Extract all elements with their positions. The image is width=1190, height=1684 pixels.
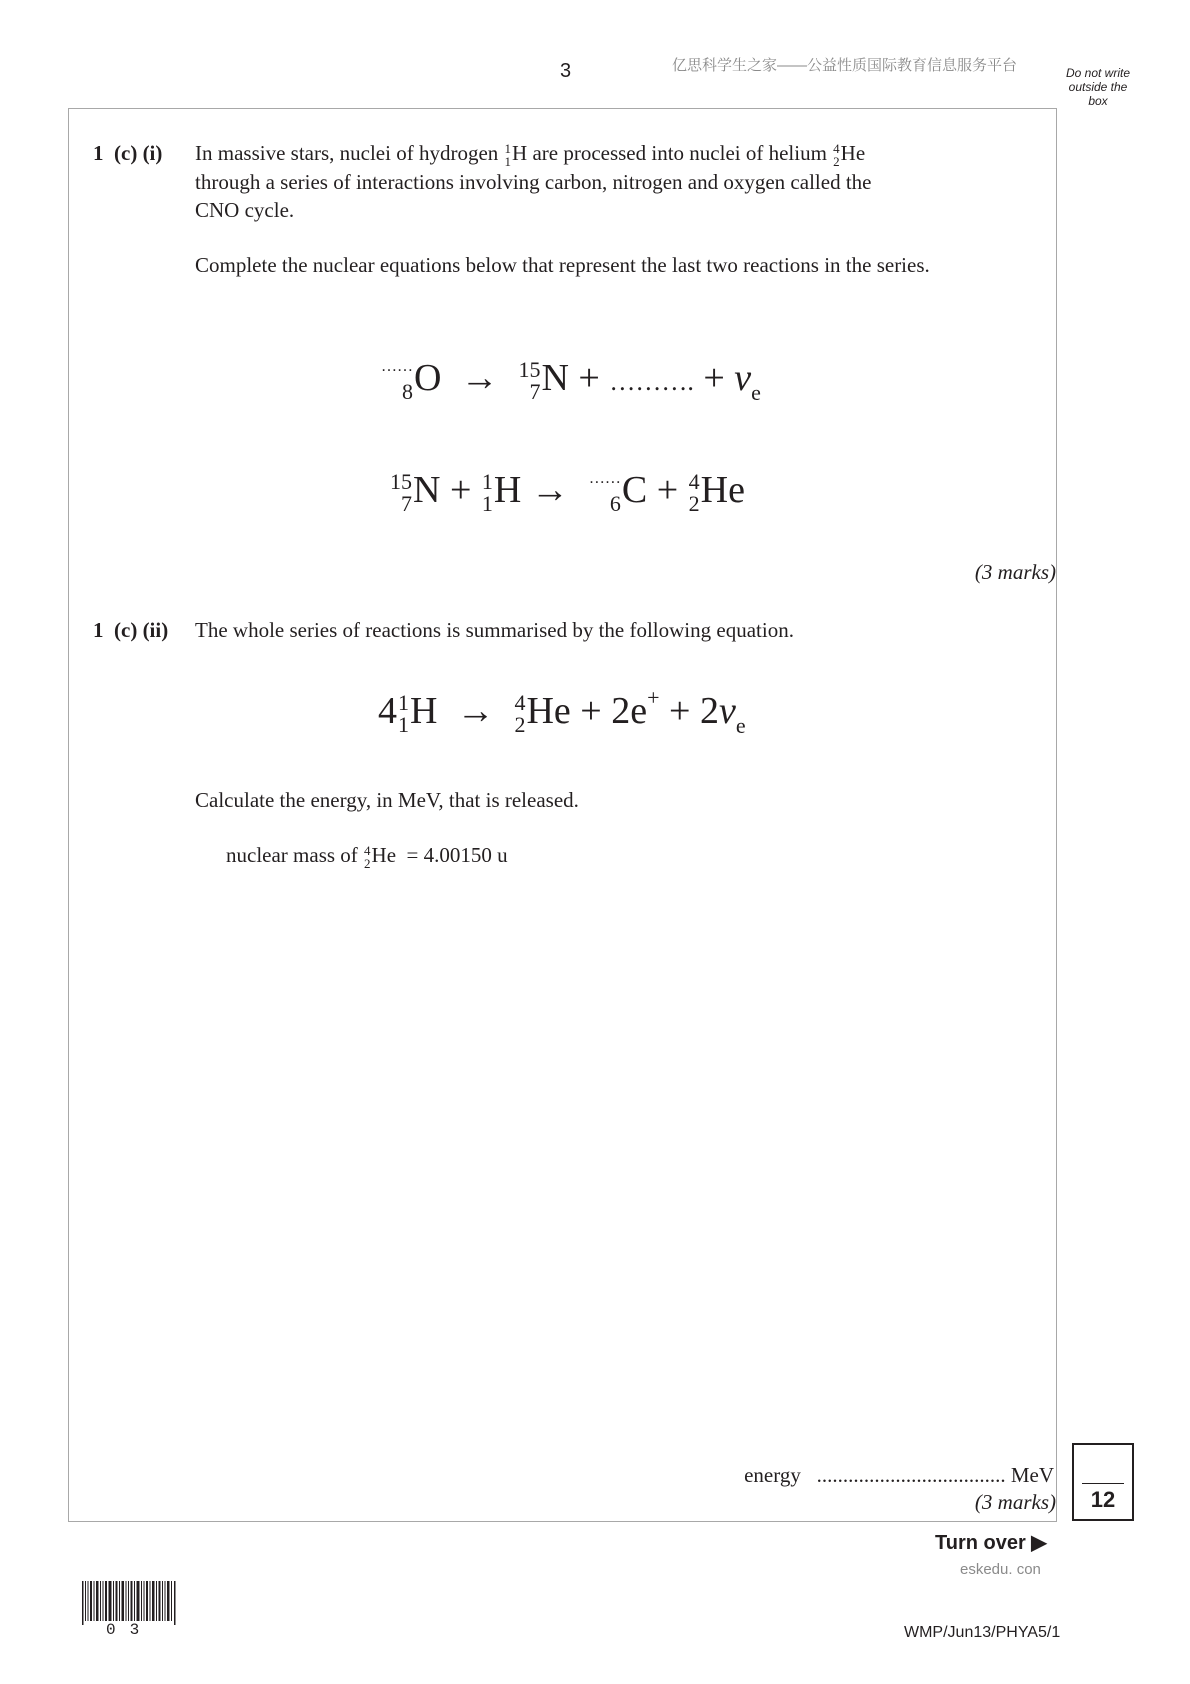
oxygen-mass-blank: …… — [381, 358, 413, 376]
question-1cii-text: The whole series of reactions is summarised by the following equation. — [195, 618, 794, 642]
oxygen-isotope-symbol: …… 8 — [381, 358, 413, 405]
summary-equation: 4 1 1 H → 4 2 $He + 2e^+ + 2\nu_e$ — [378, 685, 746, 738]
mark-total: 12 — [1090, 1487, 1116, 1512]
energy-answer-field[interactable]: .................................... — [816, 1463, 1006, 1487]
question-label-1ci: 1 (c) (i) — [93, 141, 163, 165]
helium-isotope-symbol: 4 2 — [514, 690, 526, 738]
question-1ci-instruction: Complete the nuclear equations below that represent the last two reactions in the series. — [195, 253, 930, 277]
question-1ci-text: In massive stars, nuclei of hydrogen 1 1 H are processed into nuclei of helium 4 2 He through a series of interactions involving carbon, nitrogen and oxygen called the CNO cycle. — [195, 141, 872, 223]
carbon-mass-blank: …… — [588, 470, 621, 488]
nuclear-equation-1: …… 8 O → 15 7 N + ………. + $\nu_e$ — [381, 357, 761, 405]
page-number: 3 — [560, 60, 572, 82]
watermark-text: 亿思科学生之家——公益性质国际教育信息服务平台 — [672, 57, 1018, 74]
helium-isotope-symbol: 4 2 — [364, 843, 371, 872]
carbon-isotope-symbol: …… 6 — [588, 470, 621, 517]
hydrogen-isotope-symbol: 1 1 — [481, 469, 493, 517]
margin-note: Do not write outside the box — [1065, 66, 1131, 108]
answer-box-frame — [68, 108, 1057, 1522]
barcode-image — [82, 1581, 176, 1625]
nuclear-equation-2: 15 7 N + 1 1 H → …… 6 C + 4 2 He — [390, 469, 745, 517]
marks-label: (3 marks) — [974, 1490, 1056, 1514]
question-1cii-instruction: Calculate the energy, in MeV, that is released. — [195, 788, 579, 812]
energy-answer-line[interactable] — [744, 1461, 1054, 1489]
question-label-1cii: 1 (c) (ii) — [93, 618, 169, 642]
site-watermark: eskedu. con — [960, 1561, 1041, 1578]
paper-code: WMP/Jun13/PHYA5/1 — [904, 1624, 1061, 1641]
nitrogen-isotope-symbol: 15 7 — [518, 357, 541, 405]
nitrogen-isotope-symbol: 15 7 — [390, 469, 412, 517]
hydrogen-isotope-symbol: 1 1 — [398, 690, 409, 738]
turn-over-label: Turn over ▶ — [935, 1532, 1047, 1554]
helium-isotope-symbol: 4 2 — [688, 469, 700, 517]
helium-mass-data: nuclear mass of 4 2 He = 4.00150 u — [226, 843, 508, 872]
marks-label: (3 marks) — [974, 560, 1056, 584]
hydrogen-isotope-symbol: 1 1 — [504, 141, 512, 170]
energy-unit: MeV — [1010, 1463, 1054, 1487]
helium-isotope-symbol: 4 2 — [833, 141, 840, 170]
mark-total-box — [1072, 1443, 1134, 1521]
particle-blank: ………. — [609, 367, 694, 396]
barcode-digits: 03 — [106, 1621, 154, 1639]
energy-label: energy — [744, 1463, 801, 1487]
